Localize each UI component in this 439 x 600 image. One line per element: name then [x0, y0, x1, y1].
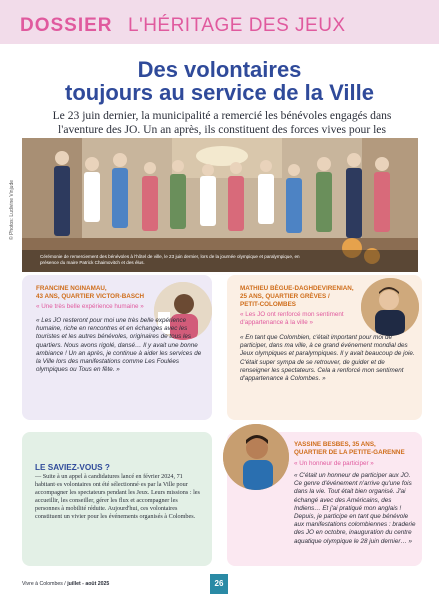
fact-box-title: LE SAVIEZ-VOUS ? [35, 463, 110, 472]
section-label: DOSSIER [20, 15, 113, 36]
avatar-mathieu [361, 278, 419, 336]
footer: Vivre à Colombes / juillet - août 2025 [22, 581, 110, 587]
group-photo [22, 138, 418, 272]
testimonial-body-francine: « Les JO resteront pour moi une très belle expérience humaine, riche en rencontres et en échanges avec les touristes et les autres bénévoles, originaires de tous les quartiers. Nous avons rigolé, dansé… Il y avait une bonne ambiance ! Un an après, je continue à aider les services de la Ville lors des manifestations comme Les Foulées olympiques ou Tous en fête. » [36, 317, 202, 374]
person-name-mathieu: MATHIEU BÈGUE-DAGHDEVIRENIAN, [240, 285, 354, 292]
magazine-name: Vivre à Colombes [22, 581, 63, 587]
quote-title-yassine: « Un honneur de participer » [294, 460, 374, 467]
person-name-yassine: YASSINE BESBES, 35 ANS, [294, 441, 376, 448]
page-number: 26 [210, 574, 228, 594]
testimonial-body-yassine: « C'était un honneur de participer aux JO. Ce genre d'événement n'arrive qu'une fois dans la vie. Tout était bien organisé. J'ai échangé avec des Américains, des Indiens… Et j'ai pratiqué mon anglais ! Depuis, je participe en tant que bénévole aux manifestations colombiennes : braderie des JO en octobre, inauguration du centre aquatique olympique le 28 juin dernier… » [294, 472, 416, 545]
person-details-mathieu: 25 ANS, QUARTIER GRÈVES / [240, 293, 330, 300]
testimonial-body-mathieu: « En tant que Colombien, c'était important pour moi de participer, dans ma ville, à ce grand événement mondial des Jeux olympiques et paralympiques. Il y avait beaucoup de joie. C'était super sympa de se retrouver, de guider et de renseigner les spectateurs. Cela a renforcé mon sentiment d'appartenance à Colombes. » [240, 334, 415, 383]
article-intro: Le 23 juin dernier, la municipalité a remercié les bénévoles engagés dans l'aventure des JO. Un an après, ils constituent des forces vives pour les [52, 109, 392, 136]
portrait-illustration [361, 278, 419, 336]
quote-title-francine: « Une très belle expérience humaine » [36, 303, 144, 310]
person-details-francine: 43 ANS, QUARTIER VICTOR-BASCH [36, 293, 145, 300]
issue-date: juillet - août 2025 [67, 581, 110, 587]
avatar-yassine [223, 424, 289, 490]
section-title: L'HÉRITAGE DES JEUX [128, 15, 346, 36]
photo-credit: © Photos: Ludivine Vinjude [9, 179, 15, 240]
group-photo-illustration [22, 138, 418, 272]
photo-caption: Cérémonie de remerciement des bénévoles à l'hôtel de ville, le 23 juin dernier, lors de la journée olympique et paralympique, en présence du maire Patrick Chaimovitch et des élus. [40, 254, 300, 265]
quote-title-mathieu: « Les JO ont renforcé mon sentiment d'appartenance à la ville » [240, 311, 344, 326]
person-neighborhood-mathieu: PETIT-COLOMBES [240, 301, 296, 308]
portrait-illustration [223, 424, 289, 490]
article-title-line2: toujours au service de la Ville [65, 80, 374, 105]
person-details-yassine: QUARTIER DE LA PETITE-GARENNE [294, 449, 405, 456]
article-title-line1: Des volontaires [137, 57, 302, 82]
person-name-francine: FRANCINE NGINAMAU, [36, 285, 107, 292]
fact-box-body: — Suite à un appel à candidatures lancé en février 2024, 71 habitant·es volontaires ont été sélectionné·es par la Ville pour accompagner les spectateurs pendant les Jeux. Leurs missions : les accueillir, les conseiller, gérer les flux et accompagner les personnes à mobilité réduite. Aujourd'hui, ces volontaires constituent un vivier pour les événements organisés à Colombes. [35, 473, 200, 520]
